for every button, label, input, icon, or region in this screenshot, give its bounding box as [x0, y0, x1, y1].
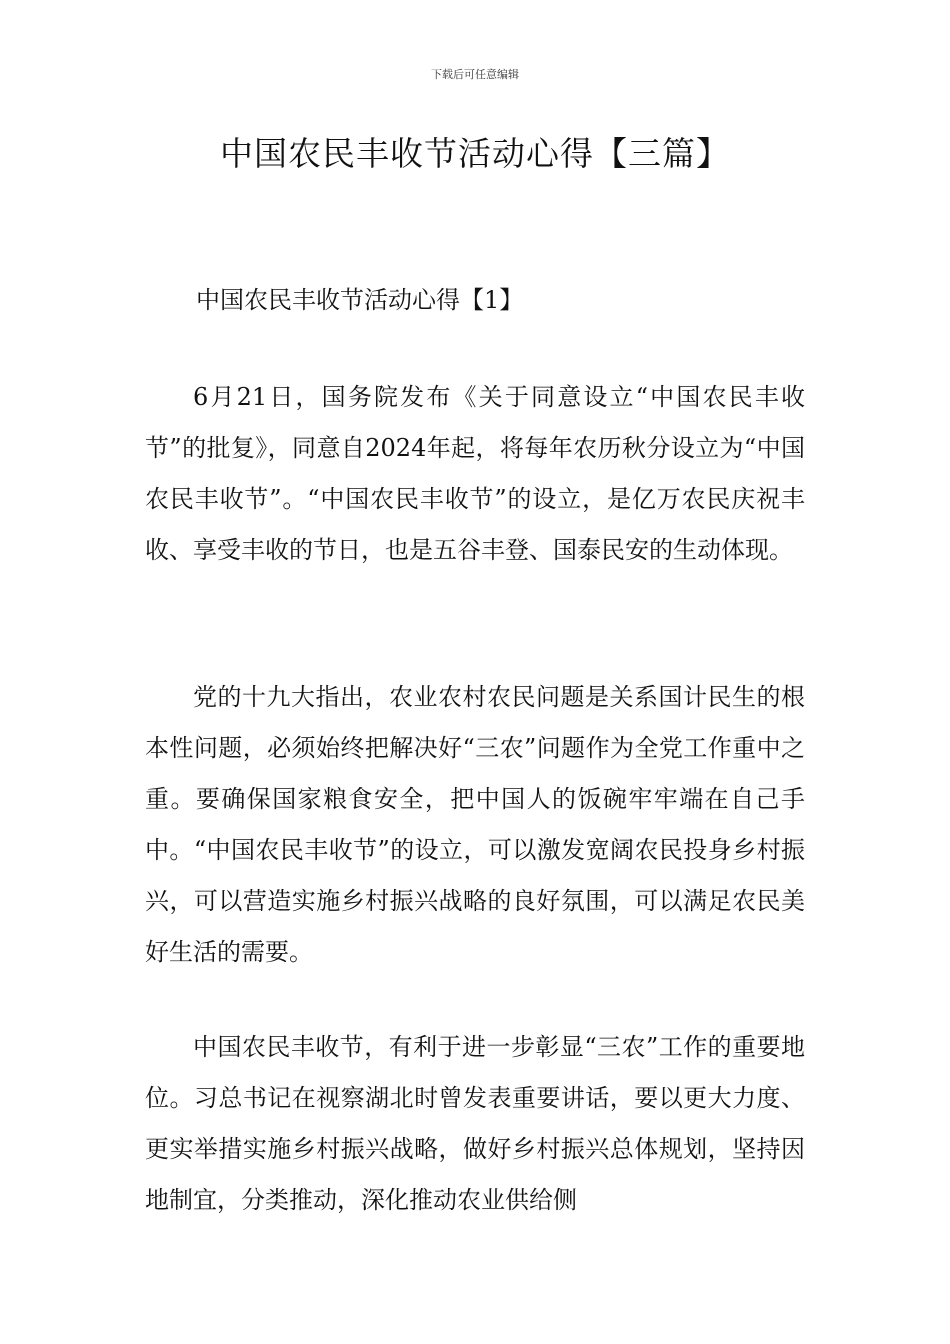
header-note: 下载后可任意编辑 [431, 68, 519, 81]
section-heading: 中国农民丰收节活动心得【1】 [196, 286, 524, 314]
paragraph-1: 6月21日，国务院发布《关于同意设立“中国农民丰收节”的批复》，同意自2024年起，将每年农历秋分设立为“中国农民丰收节”。“中国农民丰收节”的设立，是亿万农民庆祝丰收、享受丰收的节日，也是五谷丰登、国泰民安的生动体现。 [145, 383, 805, 564]
paragraph-2: 党的十九大指出，农业农村农民问题是关系国计民生的根本性问题，必须始终把解决好“三农”问题作为全党工作重中之重。要确保国家粮食安全，把中国人的饭碗牢牢端在自己手中。“中国农民丰收节”的设立，可以激发宽阔农民投身乡村振兴，可以营造实施乡村振兴战略的良好氛围，可以满足农民美好生活的需要。 [145, 683, 805, 966]
paragraph-3: 中国农民丰收节，有利于进一步彰显“三农”工作的重要地位。习总书记在视察湖北时曾发表重要讲话，要以更大力度、更实举措实施乡村振兴战略，做好乡村振兴总体规划，坚持因地制宜，分类推动，深化推动农业供给侧 [145, 1033, 805, 1214]
document-title: 中国农民丰收节活动心得【三篇】 [220, 134, 730, 173]
